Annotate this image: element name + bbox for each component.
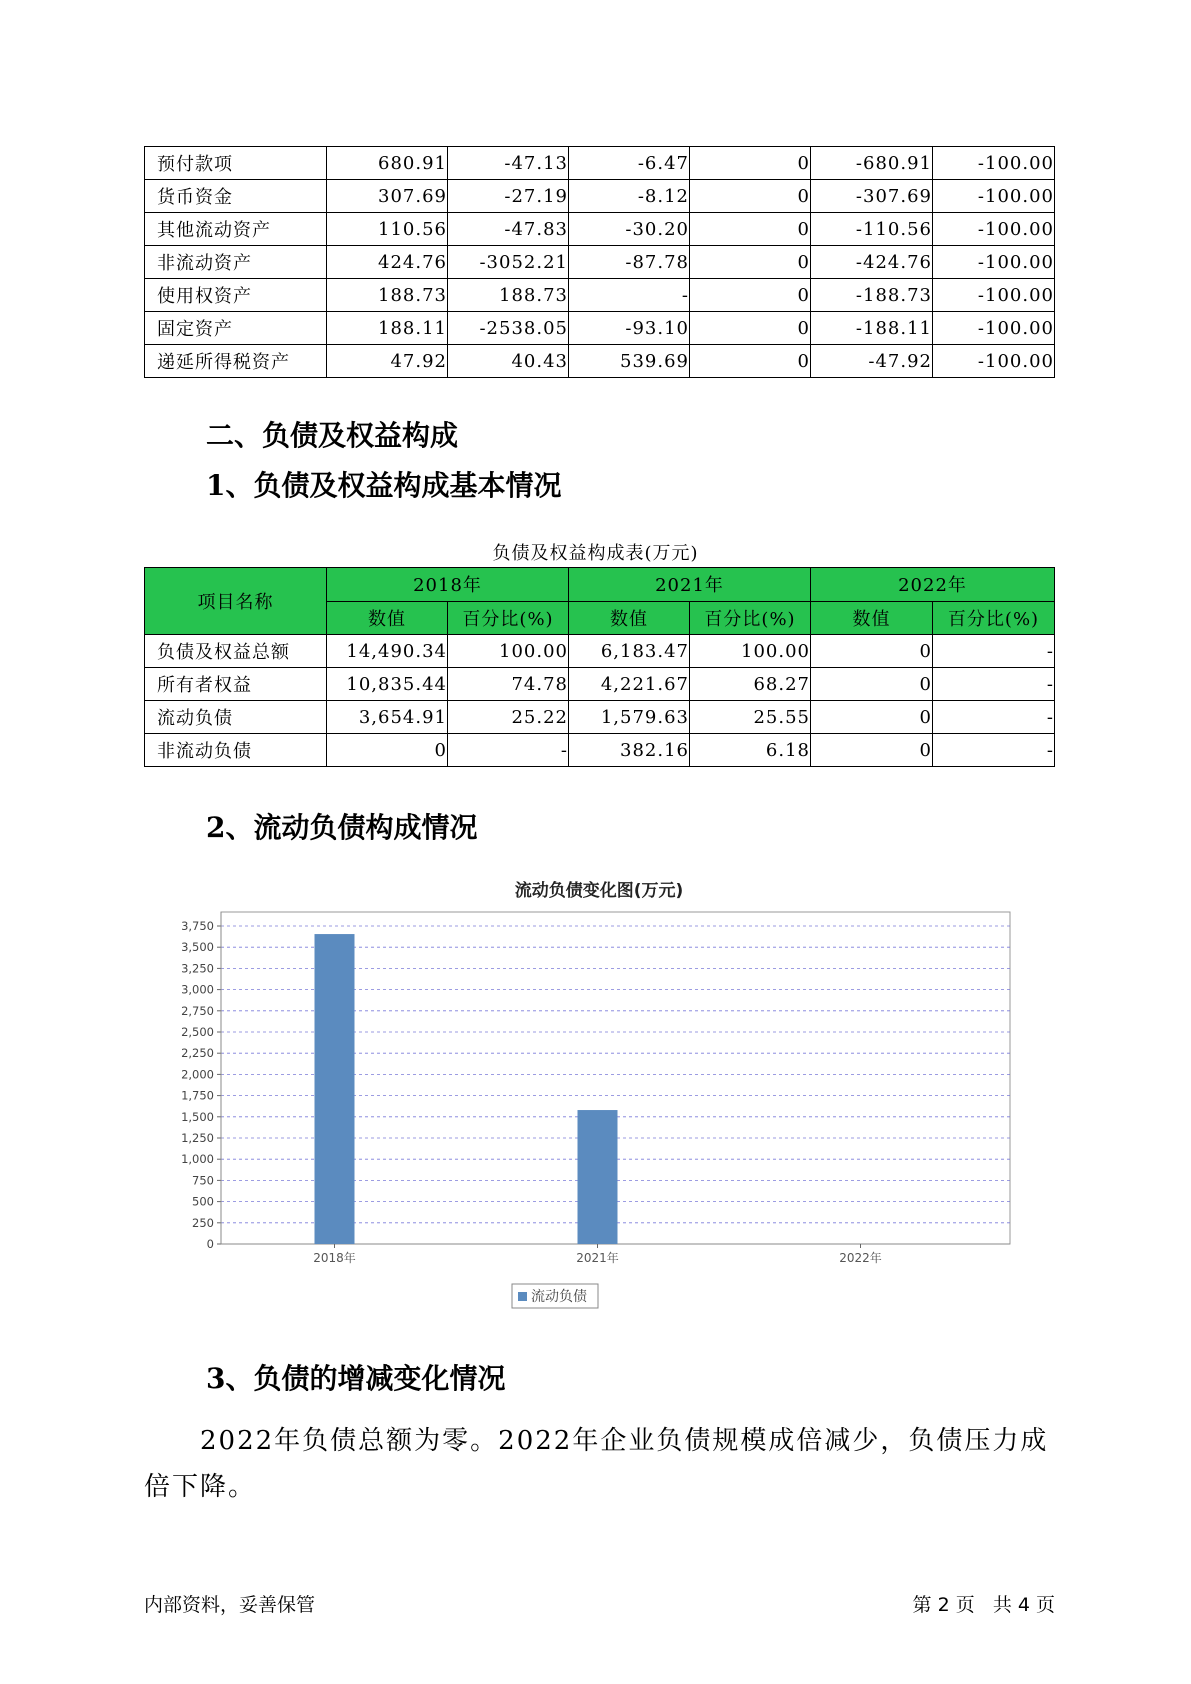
table-row bbox=[145, 701, 1055, 734]
cell-value: 0 bbox=[690, 147, 811, 180]
cell-value: -100.00 bbox=[933, 246, 1055, 279]
cell-value: 25.55 bbox=[690, 701, 811, 734]
row-label: 固定资产 bbox=[145, 312, 327, 345]
bar-0 bbox=[315, 934, 355, 1244]
header-year-2022: 2022年 bbox=[811, 568, 1055, 602]
row-label: 非流动负债 bbox=[145, 734, 327, 767]
table-row bbox=[145, 312, 1055, 345]
cell-value: - bbox=[933, 668, 1055, 701]
cell-value: -100.00 bbox=[933, 345, 1055, 378]
row-label: 非流动资产 bbox=[145, 246, 327, 279]
cell-value: 188.73 bbox=[448, 279, 569, 312]
cell-value: 40.43 bbox=[448, 345, 569, 378]
table-row bbox=[145, 734, 1055, 767]
table-row bbox=[145, 345, 1055, 378]
cell-value: 188.11 bbox=[327, 312, 448, 345]
cell-value: - bbox=[933, 635, 1055, 668]
cell-value: 539.69 bbox=[569, 345, 690, 378]
table-row bbox=[145, 180, 1055, 213]
row-label: 其他流动资产 bbox=[145, 213, 327, 246]
table-row bbox=[145, 668, 1055, 701]
cell-value: -188.11 bbox=[811, 312, 933, 345]
cell-value: 188.73 bbox=[327, 279, 448, 312]
table-caption: 负债及权益构成表(万元) bbox=[492, 543, 699, 564]
cell-value: - bbox=[448, 734, 569, 767]
cell-value: -100.00 bbox=[933, 279, 1055, 312]
cell-value: -27.19 bbox=[448, 180, 569, 213]
cell-value: -100.00 bbox=[933, 147, 1055, 180]
cell-value: 74.78 bbox=[448, 668, 569, 701]
row-label: 货币资金 bbox=[145, 180, 327, 213]
y-tick-label: 3,250 bbox=[181, 961, 214, 976]
y-tick-label: 750 bbox=[192, 1173, 214, 1188]
cell-value: 1,579.63 bbox=[569, 701, 690, 734]
cell-value: 0 bbox=[690, 213, 811, 246]
cell-value: -680.91 bbox=[811, 147, 933, 180]
chart-title: 流动负债变化图(万元) bbox=[514, 881, 684, 901]
cell-value: 424.76 bbox=[327, 246, 448, 279]
cell-value: 25.22 bbox=[448, 701, 569, 734]
cell-value: 0 bbox=[690, 246, 811, 279]
y-tick-label: 3,000 bbox=[181, 982, 214, 997]
cell-value: -47.13 bbox=[448, 147, 569, 180]
subheader-percent: 百分比(%) bbox=[690, 601, 811, 635]
legend-swatch bbox=[518, 1292, 527, 1301]
row-label: 递延所得税资产 bbox=[145, 345, 327, 378]
cell-value: -188.73 bbox=[811, 279, 933, 312]
table-row bbox=[145, 147, 1055, 180]
cell-value: -3052.21 bbox=[448, 246, 569, 279]
cell-value: 6,183.47 bbox=[569, 635, 690, 668]
cell-value: -100.00 bbox=[933, 180, 1055, 213]
cell-value: 100.00 bbox=[690, 635, 811, 668]
cell-value: 0 bbox=[811, 701, 933, 734]
x-tick-label: 2022年 bbox=[839, 1251, 882, 1265]
cell-value: 382.16 bbox=[569, 734, 690, 767]
cell-value: 10,835.44 bbox=[327, 668, 448, 701]
y-tick-label: 1,750 bbox=[181, 1088, 214, 1103]
cell-value: 100.00 bbox=[448, 635, 569, 668]
row-label: 所有者权益 bbox=[145, 668, 327, 701]
section-title-current-liabilities: 2、流动负债构成情况 bbox=[206, 811, 478, 844]
cell-value: -6.47 bbox=[569, 147, 690, 180]
cell-value: 0 bbox=[690, 345, 811, 378]
y-tick-label: 3,750 bbox=[181, 919, 214, 933]
footer-confidential: 内部资料，妥善保管 bbox=[144, 1594, 316, 1616]
cell-value: -93.10 bbox=[569, 312, 690, 345]
cell-value: 0 bbox=[811, 635, 933, 668]
current-liabilities-bar-chart bbox=[144, 868, 1054, 1328]
cell-value: -47.83 bbox=[448, 213, 569, 246]
table-row bbox=[145, 213, 1055, 246]
cell-value: 0 bbox=[690, 279, 811, 312]
y-tick-label: 2,250 bbox=[181, 1046, 214, 1061]
cell-value: 3,654.91 bbox=[327, 701, 448, 734]
cell-value: -47.92 bbox=[811, 345, 933, 378]
footer-page-number: 第 2 页 共 4 页 bbox=[912, 1594, 1055, 1616]
section-title-liabilities-equity: 二、负债及权益构成 bbox=[206, 419, 459, 452]
section-title-basic-situation: 1、负债及权益构成基本情况 bbox=[206, 469, 562, 502]
y-tick-label: 500 bbox=[192, 1194, 214, 1209]
cell-value: -8.12 bbox=[569, 180, 690, 213]
cell-value: 110.56 bbox=[327, 213, 448, 246]
cell-value: 0 bbox=[811, 668, 933, 701]
cell-value: 307.69 bbox=[327, 180, 448, 213]
row-label: 预付款项 bbox=[145, 147, 327, 180]
y-tick-label: 1,250 bbox=[181, 1131, 214, 1145]
table-row bbox=[145, 279, 1055, 312]
cell-value: -100.00 bbox=[933, 213, 1055, 246]
cell-value: -100.00 bbox=[933, 312, 1055, 345]
y-tick-label: 2,500 bbox=[181, 1025, 214, 1039]
cell-value: 0 bbox=[327, 734, 448, 767]
cell-value: 6.18 bbox=[690, 734, 811, 767]
table-row bbox=[145, 635, 1055, 668]
header-item-name: 项目名称 bbox=[145, 568, 327, 635]
cell-value: -110.56 bbox=[811, 213, 933, 246]
y-tick-label: 2,750 bbox=[181, 1003, 214, 1018]
cell-value: -424.76 bbox=[811, 246, 933, 279]
row-label: 使用权资产 bbox=[145, 279, 327, 312]
row-label: 流动负债 bbox=[145, 701, 327, 734]
bar-1 bbox=[578, 1110, 618, 1244]
cell-value: 680.91 bbox=[327, 147, 448, 180]
cell-value: - bbox=[933, 701, 1055, 734]
asset-change-table bbox=[144, 146, 1055, 378]
y-tick-label: 1,000 bbox=[181, 1152, 214, 1167]
cell-value: 68.27 bbox=[690, 668, 811, 701]
subheader-value: 数值 bbox=[327, 601, 448, 635]
header-year-2018: 2018年 bbox=[327, 568, 569, 602]
subheader-value: 数值 bbox=[811, 601, 933, 635]
cell-value: 0 bbox=[811, 734, 933, 767]
section-title-liability-change: 3、负债的增减变化情况 bbox=[206, 1362, 506, 1395]
liabilities-equity-table bbox=[144, 567, 1055, 767]
header-year-2021: 2021年 bbox=[569, 568, 811, 602]
cell-value: 47.92 bbox=[327, 345, 448, 378]
y-tick-label: 250 bbox=[192, 1215, 214, 1230]
y-tick-label: 2,000 bbox=[181, 1067, 214, 1082]
subheader-percent: 百分比(%) bbox=[448, 601, 569, 635]
y-tick-label: 1,500 bbox=[181, 1109, 214, 1124]
cell-value: -87.78 bbox=[569, 246, 690, 279]
cell-value: 4,221.67 bbox=[569, 668, 690, 701]
subheader-percent: 百分比(%) bbox=[933, 601, 1055, 635]
cell-value: - bbox=[933, 734, 1055, 767]
cell-value: 14,490.34 bbox=[327, 635, 448, 668]
subheader-value: 数值 bbox=[569, 601, 690, 635]
x-tick-label: 2018年 bbox=[313, 1251, 356, 1265]
row-label: 负债及权益总额 bbox=[145, 635, 327, 668]
x-tick-label: 2021年 bbox=[576, 1251, 619, 1265]
summary-paragraph: 2022年负债总额为零。2022年企业负债规模成倍减少，负债压力成倍下降。 bbox=[144, 1426, 1049, 1502]
table-row bbox=[145, 246, 1055, 279]
y-tick-label: 0 bbox=[206, 1237, 214, 1251]
cell-value: -30.20 bbox=[569, 213, 690, 246]
legend-label: 流动负债 bbox=[531, 1289, 587, 1305]
cell-value: 0 bbox=[690, 312, 811, 345]
cell-value: -2538.05 bbox=[448, 312, 569, 345]
y-tick-label: 3,500 bbox=[181, 940, 214, 955]
cell-value: 0 bbox=[690, 180, 811, 213]
cell-value: - bbox=[569, 279, 690, 312]
cell-value: -307.69 bbox=[811, 180, 933, 213]
